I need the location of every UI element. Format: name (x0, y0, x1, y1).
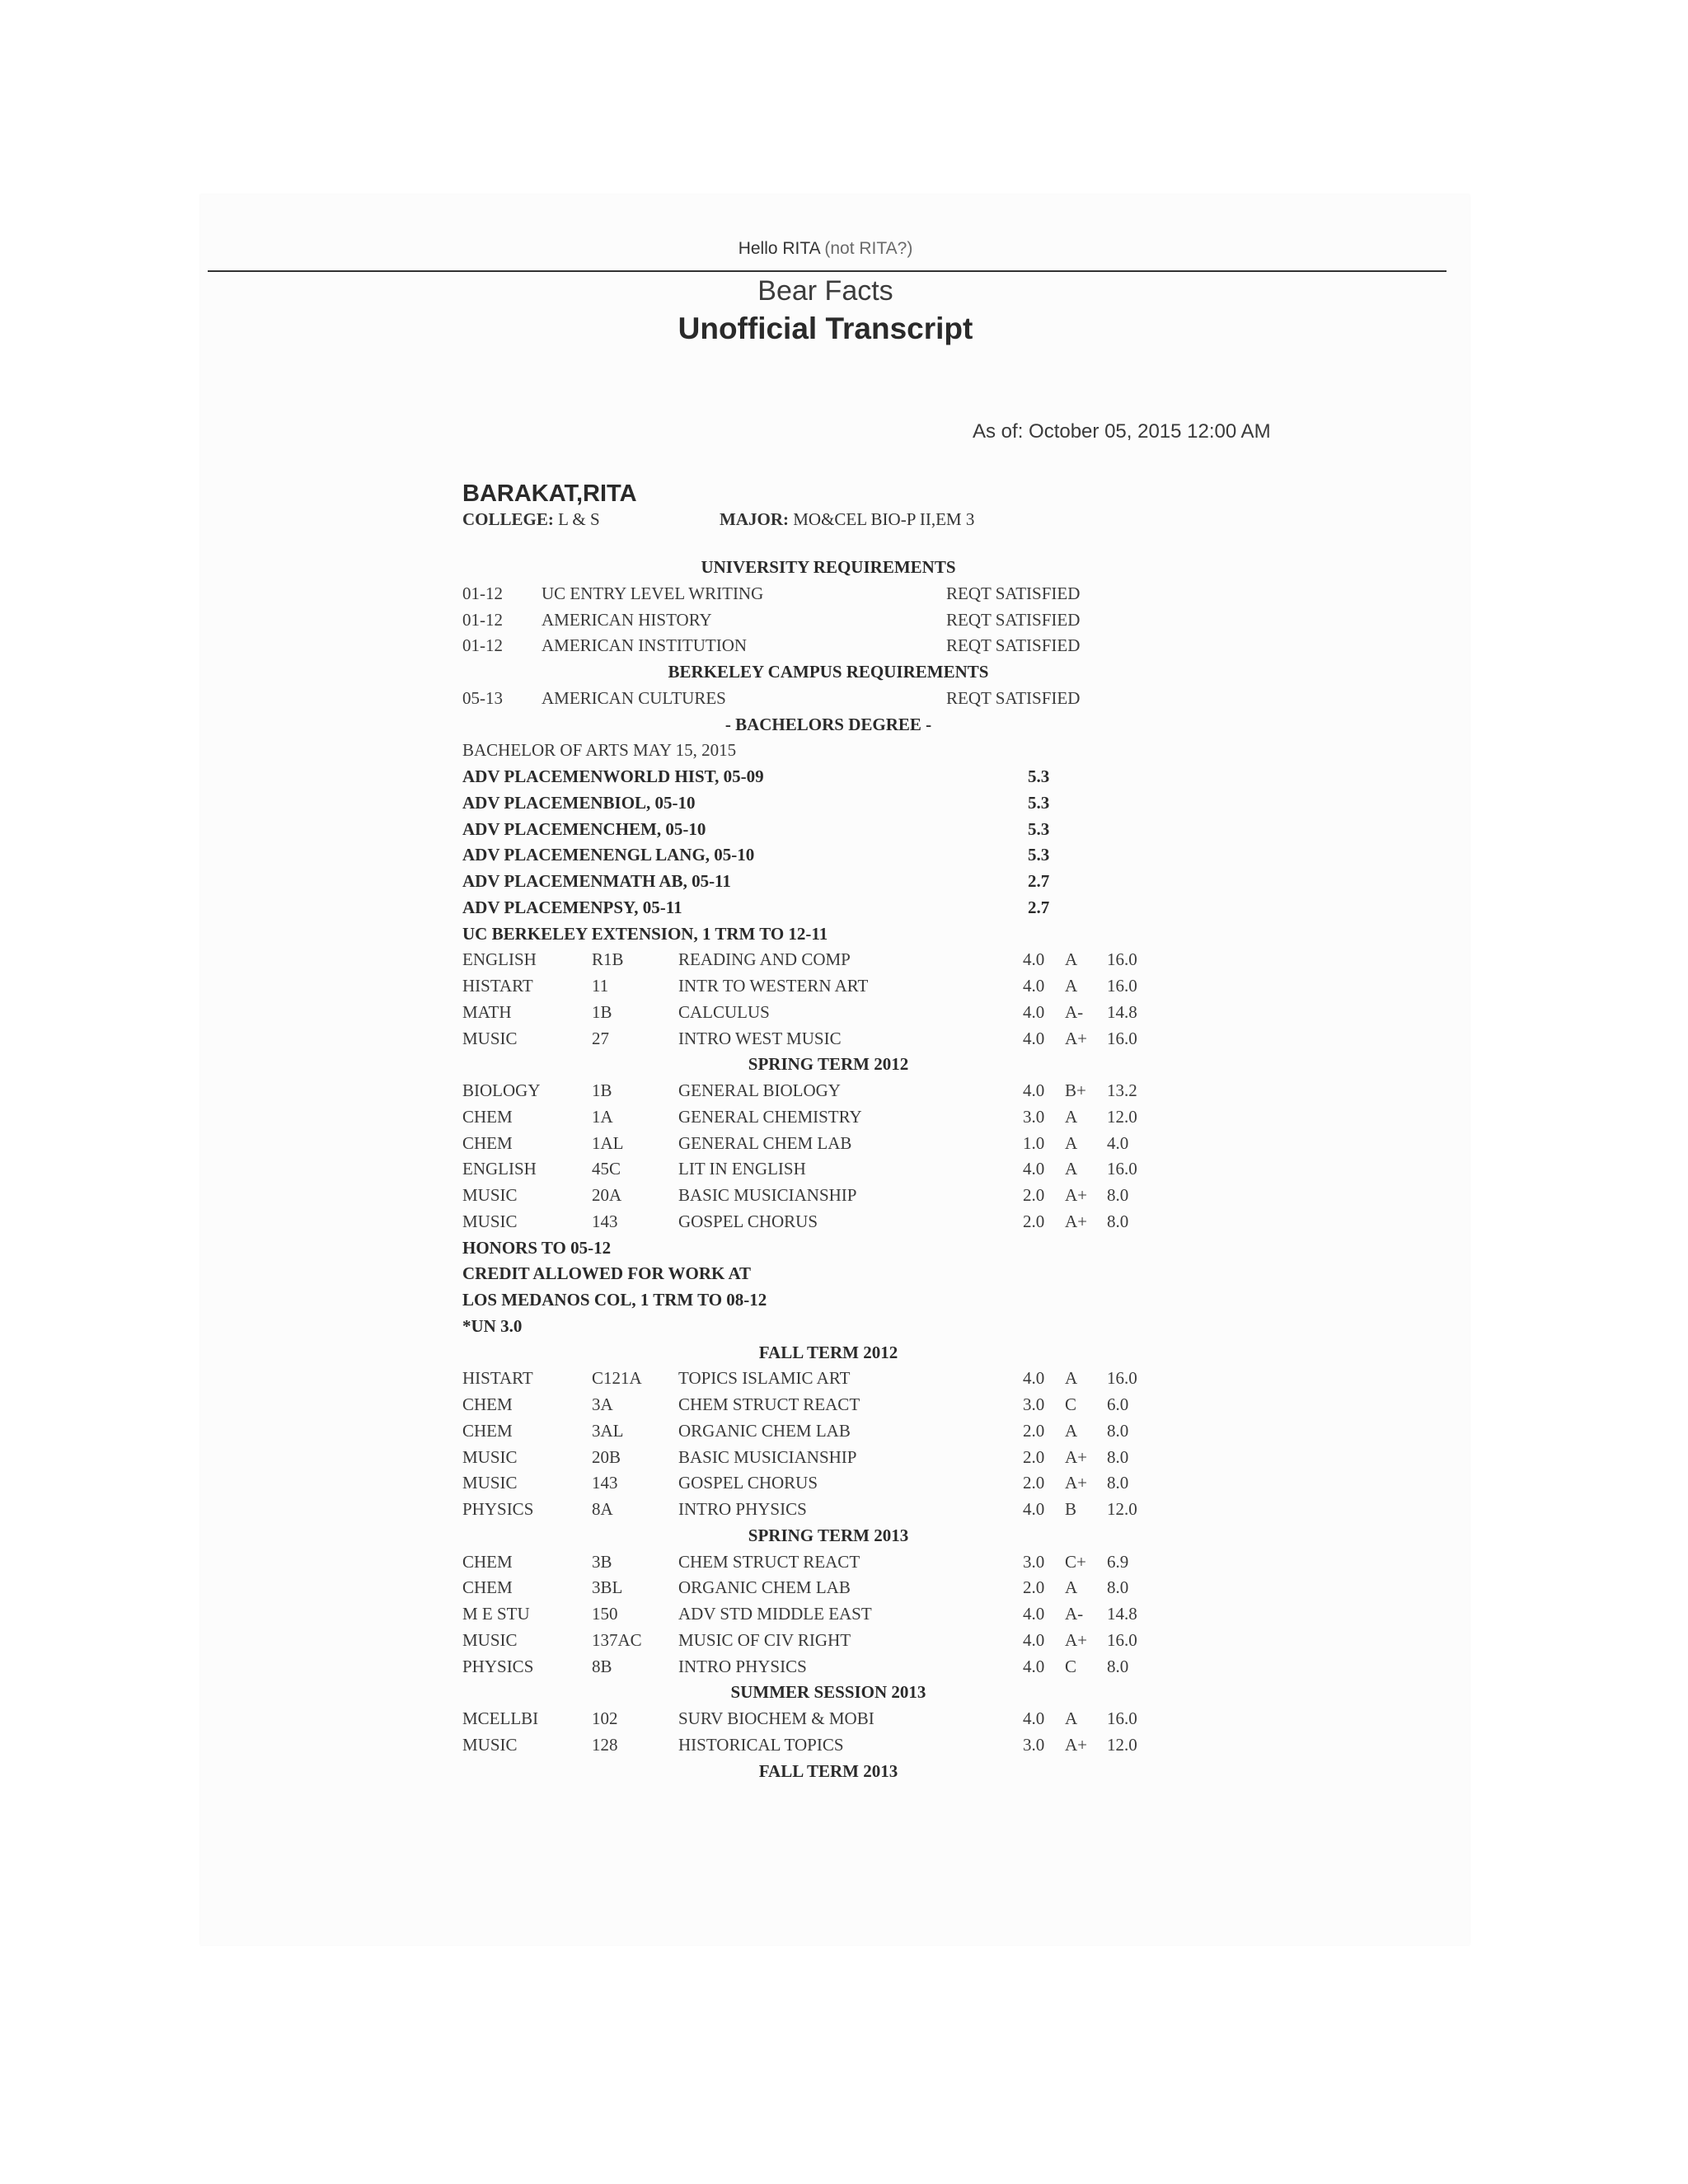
course-dept: CHEM (462, 1577, 513, 1597)
course-row (462, 1421, 1171, 1446)
ap-units: 5.3 (1028, 793, 1050, 813)
ap-text: ADV PLACEMENBIOL, 05-10 (462, 793, 696, 813)
req-desc: AMERICAN HISTORY (542, 610, 712, 630)
college-label: COLLEGE: (462, 509, 554, 529)
section-heading (462, 715, 1195, 740)
course-title: ORGANIC CHEM LAB (678, 1421, 851, 1441)
not-user-link[interactable]: (not RITA?) (824, 239, 913, 258)
course-points: 8.0 (1107, 1473, 1129, 1493)
course-units: 2.0 (1023, 1577, 1045, 1597)
course-row (462, 1630, 1171, 1656)
course-title: MUSIC OF CIV RIGHT (678, 1630, 851, 1650)
ap-credit-row (462, 845, 1171, 870)
course-num: 102 (592, 1708, 618, 1728)
course-grade: A+ (1065, 1630, 1088, 1650)
course-grade: A+ (1065, 1212, 1088, 1231)
section-heading-text: SPRING TERM 2012 (748, 1054, 909, 1074)
line-text: LOS MEDANOS COL, 1 TRM TO 08-12 (462, 1290, 767, 1310)
course-points: 16.0 (1107, 1159, 1137, 1179)
course-row (462, 1499, 1171, 1525)
course-units: 4.0 (1023, 1080, 1045, 1100)
course-num: 128 (592, 1735, 618, 1755)
section-heading (462, 1343, 1195, 1368)
course-points: 14.8 (1107, 1604, 1137, 1624)
requirement-row (462, 610, 1171, 635)
course-points: 16.0 (1107, 1630, 1137, 1650)
req-status: REQT SATISFIED (946, 688, 1081, 708)
course-row (462, 1368, 1171, 1394)
course-row (462, 1107, 1171, 1132)
course-dept: MUSIC (462, 1185, 518, 1205)
course-row (462, 1473, 1171, 1498)
ap-units: 5.3 (1028, 845, 1050, 865)
section-heading-text: UNIVERSITY REQUIREMENTS (701, 557, 956, 577)
note-line (462, 1316, 1171, 1342)
course-points: 13.2 (1107, 1080, 1137, 1100)
course-dept: CHEM (462, 1394, 513, 1414)
req-term: 01-12 (462, 635, 503, 655)
course-row (462, 1212, 1171, 1237)
course-row (462, 976, 1171, 1001)
course-row (462, 1080, 1171, 1106)
course-title: READING AND COMP (678, 949, 851, 969)
course-row (462, 1447, 1171, 1473)
course-dept: MUSIC (462, 1735, 518, 1755)
course-grade: A (1065, 1421, 1078, 1441)
ap-credit-row (462, 871, 1171, 897)
course-row (462, 1657, 1171, 1682)
ap-text: ADV PLACEMENWORLD HIST, 05-09 (462, 766, 764, 786)
course-points: 8.0 (1107, 1185, 1129, 1205)
course-units: 4.0 (1023, 1499, 1045, 1519)
student-name: BARAKAT,RITA (462, 480, 637, 507)
course-num: C121A (592, 1368, 642, 1388)
course-grade: A (1065, 1159, 1078, 1179)
site-title: Bear Facts (757, 275, 893, 307)
course-title: ORGANIC CHEM LAB (678, 1577, 851, 1597)
course-num: 3BL (592, 1577, 623, 1597)
course-title: INTRO PHYSICS (678, 1499, 807, 1519)
course-num: 1A (592, 1107, 613, 1127)
course-grade: A+ (1065, 1447, 1088, 1467)
section-heading-text: FALL TERM 2013 (758, 1761, 898, 1781)
course-dept: MUSIC (462, 1029, 518, 1048)
section-heading (462, 1682, 1195, 1708)
course-dept: MATH (462, 1002, 512, 1022)
course-dept: BIOLOGY (462, 1080, 541, 1100)
course-dept: PHYSICS (462, 1657, 534, 1676)
course-num: 137AC (592, 1630, 642, 1650)
course-num: 45C (592, 1159, 621, 1179)
course-points: 16.0 (1107, 1708, 1137, 1728)
course-title: CHEM STRUCT REACT (678, 1394, 860, 1414)
course-title: CHEM STRUCT REACT (678, 1552, 860, 1572)
course-title: GENERAL BIOLOGY (678, 1080, 841, 1100)
course-num: 1AL (592, 1133, 624, 1153)
course-dept: CHEM (462, 1107, 513, 1127)
ap-text: ADV PLACEMENENGL LANG, 05-10 (462, 845, 755, 865)
course-points: 6.0 (1107, 1394, 1129, 1414)
ap-units: 2.7 (1028, 898, 1050, 917)
course-title: ADV STD MIDDLE EAST (678, 1604, 872, 1624)
course-grade: C (1065, 1657, 1077, 1676)
course-units: 4.0 (1023, 1604, 1045, 1624)
req-status: REQT SATISFIED (946, 583, 1081, 603)
course-title: GOSPEL CHORUS (678, 1212, 818, 1231)
course-title: CALCULUS (678, 1002, 770, 1022)
course-units: 4.0 (1023, 1002, 1045, 1022)
course-dept: HISTART (462, 1368, 533, 1388)
course-units: 3.0 (1023, 1107, 1045, 1127)
course-units: 4.0 (1023, 1159, 1045, 1179)
course-points: 14.8 (1107, 1002, 1137, 1022)
course-row (462, 1552, 1171, 1577)
course-units: 3.0 (1023, 1735, 1045, 1755)
req-term: 01-12 (462, 583, 503, 603)
requirement-row (462, 635, 1171, 661)
ap-units: 5.3 (1028, 819, 1050, 839)
degree-line (462, 740, 1171, 766)
course-row (462, 1133, 1171, 1159)
course-title: GOSPEL CHORUS (678, 1473, 818, 1493)
course-points: 12.0 (1107, 1107, 1137, 1127)
course-title: SURV BIOCHEM & MOBI (678, 1708, 874, 1728)
course-row (462, 1159, 1171, 1184)
course-points: 8.0 (1107, 1577, 1129, 1597)
req-desc: AMERICAN CULTURES (542, 688, 726, 708)
course-title: TOPICS ISLAMIC ART (678, 1368, 851, 1388)
req-term: 05-13 (462, 688, 503, 708)
section-heading-text: SPRING TERM 2013 (748, 1526, 909, 1545)
course-units: 2.0 (1023, 1212, 1045, 1231)
requirement-row (462, 688, 1171, 714)
course-points: 8.0 (1107, 1447, 1129, 1467)
course-dept: MUSIC (462, 1447, 518, 1467)
course-units: 4.0 (1023, 949, 1045, 969)
note-line (462, 1263, 1171, 1289)
course-grade: A- (1065, 1604, 1084, 1624)
course-units: 1.0 (1023, 1133, 1045, 1153)
section-heading (462, 1054, 1195, 1080)
course-points: 16.0 (1107, 949, 1137, 969)
major-label: MAJOR: (720, 509, 789, 529)
course-points: 8.0 (1107, 1212, 1129, 1231)
course-title: HISTORICAL TOPICS (678, 1735, 844, 1755)
req-status: REQT SATISFIED (946, 610, 1081, 630)
course-row (462, 1735, 1171, 1760)
course-grade: A- (1065, 1002, 1084, 1022)
as-of-date: As of: October 05, 2015 12:00 AM (973, 420, 1271, 443)
course-num: 20A (592, 1185, 622, 1205)
line-text: *UN 3.0 (462, 1316, 523, 1336)
course-units: 2.0 (1023, 1447, 1045, 1467)
section-heading-text: FALL TERM 2012 (758, 1343, 898, 1362)
course-units: 4.0 (1023, 1029, 1045, 1048)
course-num: 3AL (592, 1421, 624, 1441)
course-num: 8B (592, 1657, 612, 1676)
course-title: INTRO PHYSICS (678, 1657, 807, 1676)
note-line (462, 1290, 1171, 1315)
course-dept: MUSIC (462, 1212, 518, 1231)
course-points: 12.0 (1107, 1735, 1137, 1755)
course-units: 4.0 (1023, 976, 1045, 996)
course-row (462, 1604, 1171, 1629)
section-heading-text: - BACHELORS DEGREE - (724, 715, 932, 734)
course-points: 4.0 (1107, 1133, 1129, 1153)
course-points: 6.9 (1107, 1552, 1129, 1572)
course-dept: CHEM (462, 1421, 513, 1441)
course-units: 3.0 (1023, 1552, 1045, 1572)
course-title: BASIC MUSICIANSHIP (678, 1185, 857, 1205)
course-dept: M E STU (462, 1604, 530, 1624)
course-title: GENERAL CHEMISTRY (678, 1107, 862, 1127)
course-dept: ENGLISH (462, 949, 537, 969)
ap-units: 5.3 (1028, 766, 1050, 786)
course-grade: C (1065, 1394, 1077, 1414)
course-grade: B+ (1065, 1080, 1086, 1100)
course-units: 4.0 (1023, 1630, 1045, 1650)
course-num: 3A (592, 1394, 613, 1414)
course-points: 16.0 (1107, 976, 1137, 996)
course-points: 8.0 (1107, 1421, 1129, 1441)
course-num: 1B (592, 1080, 612, 1100)
course-num: 11 (592, 976, 609, 996)
course-grade: A (1065, 1708, 1078, 1728)
course-points: 12.0 (1107, 1499, 1137, 1519)
note-line (462, 924, 1171, 949)
course-num: 143 (592, 1473, 618, 1493)
course-num: R1B (592, 949, 624, 969)
course-row (462, 1002, 1171, 1028)
course-units: 3.0 (1023, 1394, 1045, 1414)
line-text: UC BERKELEY EXTENSION, 1 TRM TO 12-11 (462, 924, 828, 944)
ap-credit-row (462, 819, 1171, 845)
course-units: 4.0 (1023, 1657, 1045, 1676)
course-grade: A (1065, 949, 1078, 969)
ap-credit-row (462, 793, 1171, 818)
ap-text: ADV PLACEMENCHEM, 05-10 (462, 819, 706, 839)
course-grade: A (1065, 1577, 1078, 1597)
course-dept: PHYSICS (462, 1499, 534, 1519)
course-num: 150 (592, 1604, 618, 1624)
course-title: BASIC MUSICIANSHIP (678, 1447, 857, 1467)
course-grade: A+ (1065, 1029, 1088, 1048)
course-grade: A+ (1065, 1735, 1088, 1755)
course-title: GENERAL CHEM LAB (678, 1133, 852, 1153)
course-row (462, 949, 1171, 975)
section-heading (462, 662, 1195, 687)
course-dept: CHEM (462, 1552, 513, 1572)
ap-credit-row (462, 898, 1171, 923)
req-term: 01-12 (462, 610, 503, 630)
course-title: INTRO WEST MUSIC (678, 1029, 842, 1048)
line-text: BACHELOR OF ARTS MAY 15, 2015 (462, 740, 737, 760)
course-dept: MUSIC (462, 1473, 518, 1493)
line-text: CREDIT ALLOWED FOR WORK AT (462, 1263, 752, 1283)
section-heading-text: SUMMER SESSION 2013 (730, 1682, 926, 1702)
course-title: INTR TO WESTERN ART (678, 976, 869, 996)
course-grade: A+ (1065, 1185, 1088, 1205)
course-grade: A (1065, 1133, 1078, 1153)
course-grade: C+ (1065, 1552, 1086, 1572)
course-points: 8.0 (1107, 1657, 1129, 1676)
course-row (462, 1394, 1171, 1420)
ap-units: 2.7 (1028, 871, 1050, 891)
ap-text: ADV PLACEMENPSY, 05-11 (462, 898, 682, 917)
req-status: REQT SATISFIED (946, 635, 1081, 655)
course-row (462, 1185, 1171, 1211)
section-heading (462, 1761, 1195, 1787)
section-heading (462, 557, 1195, 583)
course-units: 2.0 (1023, 1421, 1045, 1441)
course-dept: ENGLISH (462, 1159, 537, 1179)
ap-credit-row (462, 766, 1171, 792)
ap-text: ADV PLACEMENMATH AB, 05-11 (462, 871, 731, 891)
course-units: 4.0 (1023, 1708, 1045, 1728)
course-points: 16.0 (1107, 1368, 1137, 1388)
course-row (462, 1029, 1171, 1054)
course-grade: B (1065, 1499, 1077, 1519)
course-grade: A (1065, 1368, 1078, 1388)
course-row (462, 1708, 1171, 1734)
course-num: 3B (592, 1552, 612, 1572)
course-row (462, 1577, 1171, 1603)
course-grade: A (1065, 976, 1078, 996)
note-line (462, 1238, 1171, 1263)
course-units: 4.0 (1023, 1368, 1045, 1388)
course-grade: A (1065, 1107, 1078, 1127)
course-grade: A+ (1065, 1473, 1088, 1493)
course-num: 8A (592, 1499, 613, 1519)
course-units: 2.0 (1023, 1185, 1045, 1205)
course-num: 143 (592, 1212, 618, 1231)
major-value: MO&CEL BIO-P II,EM 3 (793, 509, 975, 529)
course-points: 16.0 (1107, 1029, 1137, 1048)
req-desc: AMERICAN INSTITUTION (542, 635, 748, 655)
course-dept: HISTART (462, 976, 533, 996)
course-num: 27 (592, 1029, 609, 1048)
line-text: HONORS TO 05-12 (462, 1238, 612, 1258)
section-heading (462, 1526, 1195, 1551)
req-desc: UC ENTRY LEVEL WRITING (542, 583, 764, 603)
greeting-text: Hello RITA (738, 239, 820, 258)
section-heading-text: BERKELEY CAMPUS REQUIREMENTS (668, 662, 989, 682)
course-units: 2.0 (1023, 1473, 1045, 1493)
course-title: LIT IN ENGLISH (678, 1159, 806, 1179)
course-num: 20B (592, 1447, 621, 1467)
course-num: 1B (592, 1002, 612, 1022)
course-dept: MUSIC (462, 1630, 518, 1650)
page-title: Unofficial Transcript (678, 312, 973, 345)
course-dept: MCELLBI (462, 1708, 539, 1728)
requirement-row (462, 583, 1171, 609)
course-dept: CHEM (462, 1133, 513, 1153)
college-value: L & S (558, 509, 600, 529)
